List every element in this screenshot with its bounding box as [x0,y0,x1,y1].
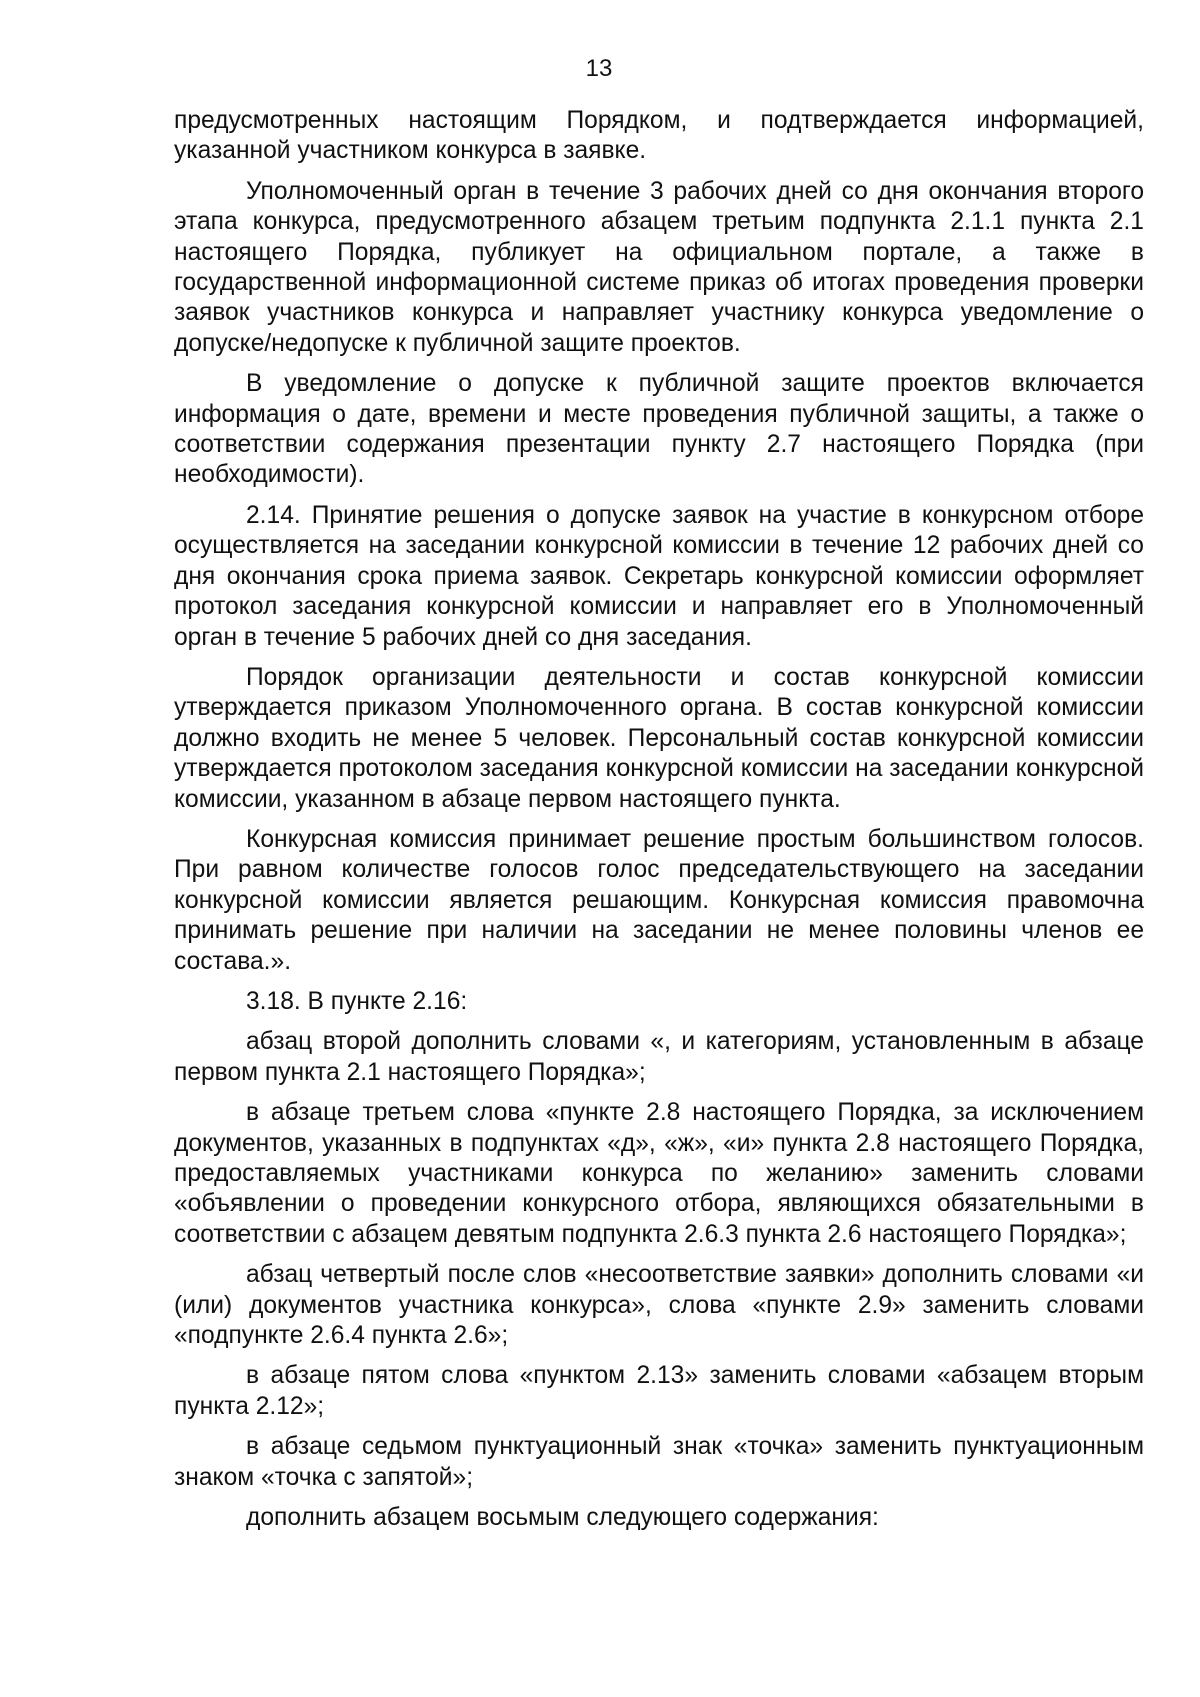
paragraph-6: Конкурсная комиссия принимает решение простым большинством голосов. При равном количестве голосов голос председательствующего на заседании конкурсной комиссии является решающим. Конкурсная комиссия правомочна принимать решение при наличии на заседании не менее половины членов ее состава.». [174,825,1144,975]
paragraph-5: Порядок организации деятельности и состав конкурсной комиссии утверждается приказом Уполномоченного органа. В состав конкурсной комиссии должно входить не менее 5 человек. Персональный состав конкурсной комиссии утверждается протоколом заседания конкурсной комиссии на заседании конкурсной комиссии, указанном в абзаце первом настоящего пункта. [174,663,1144,813]
paragraph-9: в абзаце третьем слова «пункте 2.8 настоящего Порядка, за исключением документов, указанных в подпунктах «д», «ж», «и» пункта 2.8 настоящего Порядка, предоставляемых участниками конкурса по желанию» заменить словами «объявлении о проведении конкурсного отбора, являющихся обязательными в соответствии с абзацем девятым подпункта 2.6.3 пункта 2.6 настоящего Порядка»; [174,1099,1144,1248]
paragraph-7: 3.18. В пункте 2.16: [246,987,468,1015]
paragraph-2: Уполномоченный орган в течение 3 рабочих дней со дня окончания второго этапа конкурса, предусмотренного абзацем третьим подпункта 2.1.1 пункта 2.1 настоящего Порядка, публикует на официальном портале, а также в государственной информационной системе приказ об итогах проведения проверки заявок участников конкурса и направляет участнику конкурса уведомление о допуске/недопуске к публичной защите проектов. [174,177,1144,357]
paragraph-11: в абзаце пятом слова «пунктом 2.13» заменить словами «абзацем вторым пункта 2.12»; [174,1362,1144,1420]
paragraph-1: предусмотренных настоящим Порядком, и подтверждается информацией, указанной участником конкурса в заявке. [174,107,1144,165]
paragraph-4: 2.14. Принятие решения о допуске заявок на участие в конкурсном отборе осуществляется на заседании конкурсной комиссии в течение 12 рабочих дней со дня окончания срока приема заявок. Секретарь конкурсной комиссии оформляет протокол заседания конкурсной комиссии и направляет его в Уполномоченный орган в течение 5 рабочих дней со дня заседания. [174,501,1144,651]
paragraph-10: абзац четвертый после слов «несоответствие заявки» дополнить словами «и (или) документов участника конкурса», слова «пункте 2.9» заменить словами «подпункте 2.6.4 пункта 2.6»; [174,1261,1144,1350]
paragraph-13: дополнить абзацем восьмым следующего содержания: [246,1504,879,1532]
page-number: 13 [585,55,613,82]
paragraph-3: В уведомление о допуске к публичной защите проектов включается информация о дате, времени и месте проведения публичной защиты, а также о соответствии содержания презентации пункту 2.7 настоящего Порядка (при необходимости). [174,370,1144,489]
paragraph-8: абзац второй дополнить словами «, и категориям, установленным в абзаце первом пункта 2.1 настоящего Порядка»; [174,1028,1144,1086]
paragraph-12: в абзаце седьмом пунктуационный знак «точка» заменить пунктуационным знаком «точка с запятой»; [174,1433,1144,1491]
